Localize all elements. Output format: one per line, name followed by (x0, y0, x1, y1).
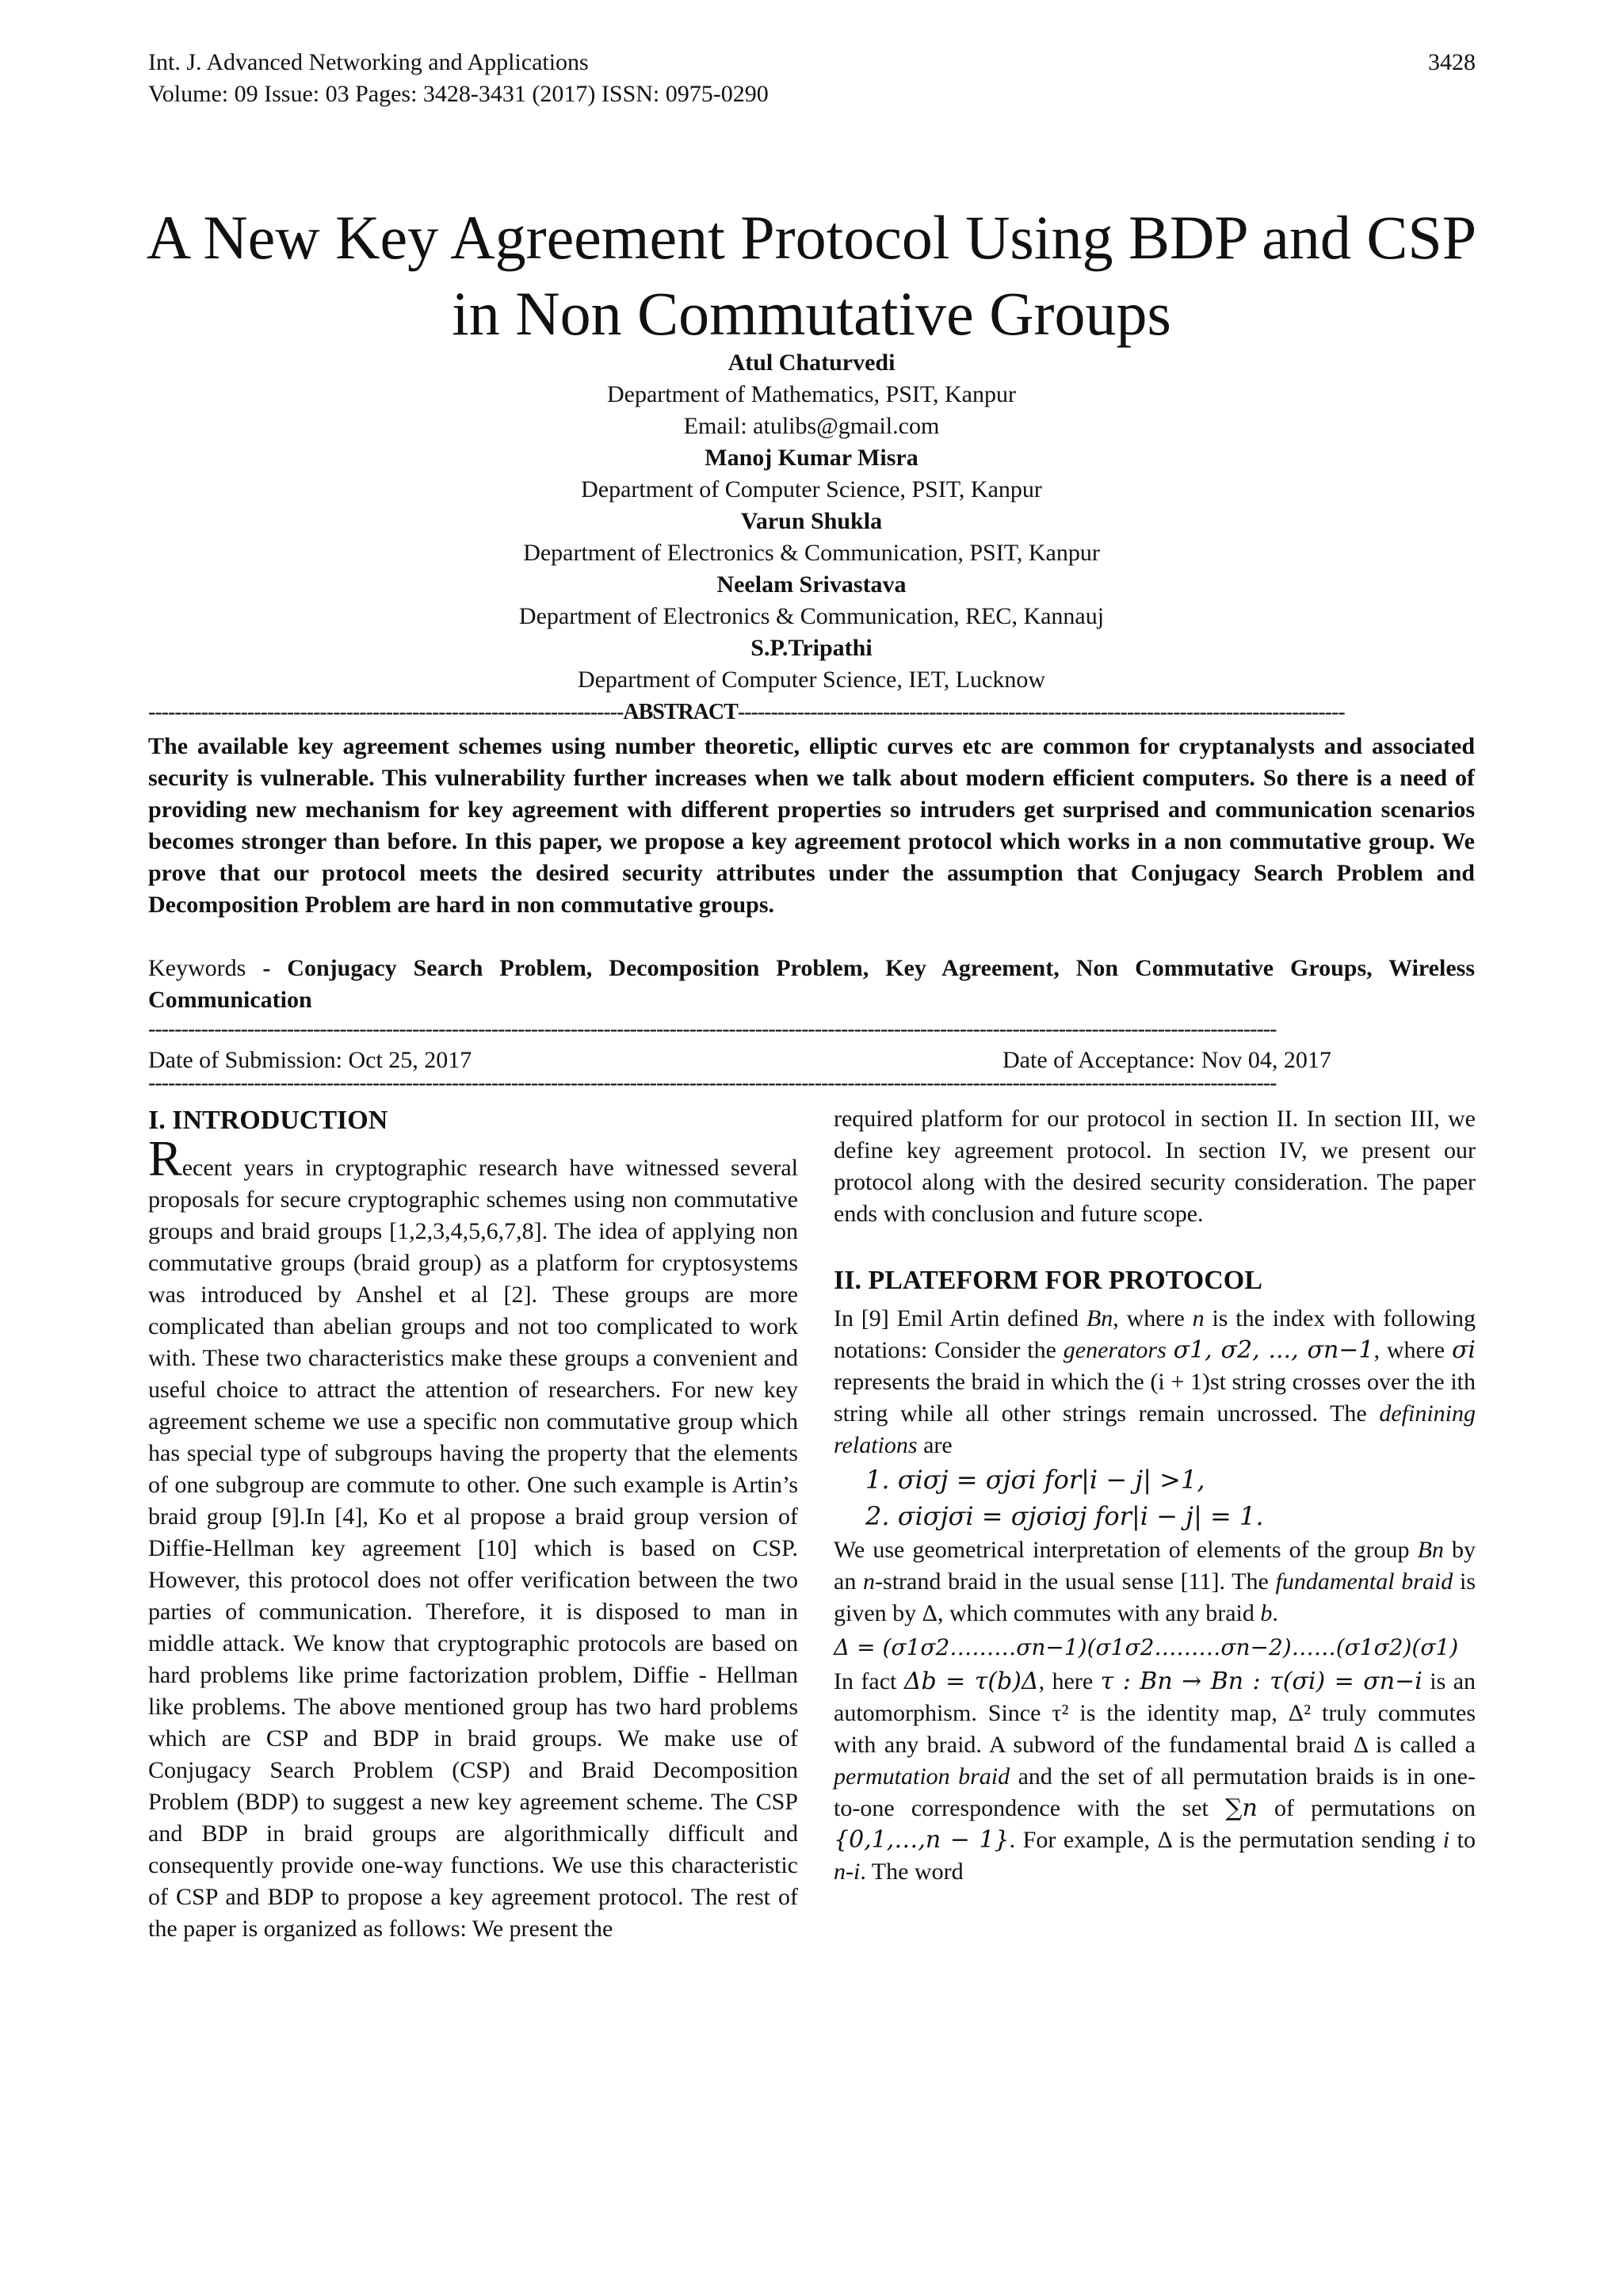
acceptance-date: Date of Acceptance: Nov 04, 2017 (1002, 1047, 1331, 1073)
text-span: . (1272, 1600, 1278, 1626)
math-sigma-i: σi (1451, 1336, 1476, 1364)
text-span: -strand braid in the usual sense [11]. The (875, 1568, 1276, 1595)
journal-name: Int. J. Advanced Networking and Applications (148, 49, 589, 75)
abstract-rule (148, 701, 1475, 724)
math-generators: σ1, σ2, ..., σn−1 (1173, 1336, 1374, 1364)
math-set: {0,1,…,n − 1} (834, 1826, 1010, 1854)
platform-paragraph-2 (834, 1534, 1476, 1629)
text-span: is the index with following notations: Consider the (834, 1305, 1476, 1363)
page-number: 3428 (1428, 49, 1476, 75)
intro-continuation: required platform for our protocol in section II. In section III, we define key agreement protocol. In section IV, we present our protocol along with the desired security consideration. The paper ends with conclusion and future scope. (834, 1106, 1476, 1227)
text-span: represents the braid in which the (i + 1)st string crosses over the ith string while all other strings remain uncrossed. The (834, 1369, 1476, 1427)
author-affiliation: Department of Computer Science, PSIT, Kanpur (581, 476, 1042, 502)
text-span: We use geometrical interpretation of elements of the group (834, 1537, 1418, 1563)
dash-rule: -------------------------------------------------------------------------------------------- (737, 701, 1345, 724)
text-span: is an automorphism. Since τ² is the identity map, Δ² truly commutes with any braid. A subword of the fundamental braid Δ is called a (834, 1668, 1476, 1758)
journal-volume: Volume: 09 Issue: 03 Pages: 3428-3431 (2017) ISSN: 0975-0290 (148, 81, 769, 107)
keywords (148, 953, 1475, 1016)
text-span: are (917, 1432, 953, 1458)
right-column (834, 1103, 1476, 1888)
term-defining-relations: definining relations (834, 1400, 1476, 1458)
text-span: and the set of all permutation braids is in one-to-one correspondence with the set (834, 1763, 1476, 1821)
author-email: Email: atulibs@gmail.com (683, 413, 940, 439)
text-span: , where (1113, 1305, 1193, 1331)
text-span: by an (834, 1537, 1476, 1595)
abstract-text: The available key agreement schemes using number theoretic, elliptic curves etc are common for cryptanalysts and associated security is vulnerable. This vulnerability further increases when we talk about modern efficient computers. So there is a need of providing new mechanism for key agreement with different properties so intruders get surprised and communication scenarios becomes stronger than before. In this paper, we propose a key agreement protocol which works in a non commutative group. We prove that our protocol meets the desired security attributes under the assumption that Conjugacy Search Problem and Decomposition Problem are hard in non commutative groups. (148, 733, 1475, 918)
math-n-minus-i: n-i (834, 1859, 861, 1885)
author-affiliation: Department of Mathematics, PSIT, Kanpur (607, 381, 1016, 407)
abstract-label: ABSTRACT (623, 701, 738, 724)
term-fundamental-braid: fundamental braid (1275, 1568, 1453, 1595)
left-column (148, 1103, 798, 1945)
author-name: Neelam Srivastava (716, 571, 907, 598)
math-Bn: Bn (1417, 1537, 1444, 1563)
author-name: Atul Chaturvedi (727, 350, 896, 376)
divider-rule: --------------------------------------------------------------------------------------------------------------------------------------------------------------------------- (148, 1018, 1277, 1041)
math-tau-map: τ : Bn → Bn : τ(σi) = σn−i (1100, 1668, 1423, 1695)
math-sigma-n: ∑n (1225, 1794, 1258, 1822)
author-affiliation: Department of Electronics & Communication, PSIT, Kanpur (523, 540, 1100, 566)
text-span: . The word (860, 1859, 964, 1885)
keywords-text: - Conjugacy Search Problem, Decomposition Problem, Key Agreement, Non Commutative Groups, Wireless Communication (148, 955, 1476, 1013)
text-span: to (1449, 1827, 1476, 1853)
math-n: n (863, 1568, 876, 1595)
text-span: , where (1373, 1337, 1452, 1363)
author-affiliation: Department of Computer Science, IET, Lucknow (577, 667, 1046, 693)
text-span: , here (1038, 1668, 1101, 1694)
text-span: In [9] Emil Artin defined (834, 1305, 1086, 1331)
text-span: is given by Δ, which commutes with any braid (834, 1568, 1476, 1626)
author-name: Varun Shukla (740, 508, 883, 534)
intro-paragraph (148, 1130, 798, 1945)
equation-relation-2: 2. σiσjσi = σjσiσj for|i − j| = 1. (865, 1501, 1264, 1531)
keywords-label: Keywords (148, 955, 246, 981)
equation-relation-1: 1. σiσj = σjσi for|i − j| >1, (865, 1465, 1205, 1495)
term-permutation-braid: permutation braid (834, 1763, 1010, 1790)
platform-paragraph-1 (834, 1303, 1476, 1461)
math-b: b (1260, 1600, 1273, 1626)
dash-rule: ------------------------------------------------------------------------ (148, 701, 624, 724)
text-span: of permutations on (1257, 1795, 1476, 1821)
section-heading-introduction: I. INTRODUCTION (148, 1106, 388, 1135)
math-i: i (1442, 1827, 1450, 1853)
math-n: n (1192, 1305, 1205, 1331)
drop-cap: R (148, 1130, 182, 1186)
text-span: . For example, Δ is the permutation sending (1009, 1827, 1443, 1853)
term-generators: generators (1063, 1337, 1167, 1363)
section-heading-platform: II. PLATEFORM FOR PROTOCOL (834, 1266, 1262, 1295)
equation-fundamental-braid: Δ = (σ1σ2………σn−1)(σ1σ2………σn−2)……(σ1σ2)(σ1) (834, 1634, 1459, 1660)
submission-date: Date of Submission: Oct 25, 2017 (148, 1047, 472, 1073)
intro-text: ecent years in cryptographic research have witnessed several proposals for secure cryptographic schemes using non commutative groups and braid groups [1,2,3,4,5,6,7,8]. The idea of applying non commutative groups (braid group) as a platform for cryptosystems was introduced by Anshel et al [2]. These groups are more complicated than abelian groups and not too complicated to work with. These two characteristics make these groups a convenient and useful choice to attract the attention of researchers. For new key agreement scheme we use a specific non commutative group which has special type of subgroups having the property that the elements of one subgroup are commute to other. One such example is Artin’s braid group [9].In [4], Ko et al propose a braid group version of Diffie-Hellman key agreement [10] which is based on CSP. However, this protocol does not offer verification between the two parties of communication. Therefore, it is disposed to man in middle attack. We know that cryptographic protocols are based on hard problems like prime factorization problem, Diffie - Hellman like problems. The above mentioned group has two hard problems which are CSP and BDP in braid groups. We make use of Conjugacy Search Problem (CSP) and Braid Decomposition Problem (BDP) to suggest a new key agreement scheme. The CSP and BDP in braid groups are algorithmically difficult and consequently provide one-way functions. We use this characteristic of CSP and BDP to propose a key agreement protocol. The rest of the paper is organized as follows: We present the (148, 1155, 798, 1942)
author-name: S.P.Tripathi (750, 635, 873, 661)
divider-rule: --------------------------------------------------------------------------------------------------------------------------------------------------------------------------- (148, 1072, 1277, 1095)
author-name: Manoj Kumar Misra (705, 445, 918, 471)
author-list (238, 347, 1385, 696)
math-delta-b: Δb = τ(b)Δ (903, 1668, 1039, 1695)
text-span: In fact (834, 1668, 904, 1694)
author-affiliation: Department of Electronics & Communication, REC, Kannauj (518, 603, 1105, 629)
platform-paragraph-3 (834, 1666, 1476, 1888)
math-Bn: Bn (1086, 1305, 1113, 1331)
paper-title: A New Key Agreement Protocol Using BDP and CSP in Non Commutative Groups (146, 203, 1477, 348)
